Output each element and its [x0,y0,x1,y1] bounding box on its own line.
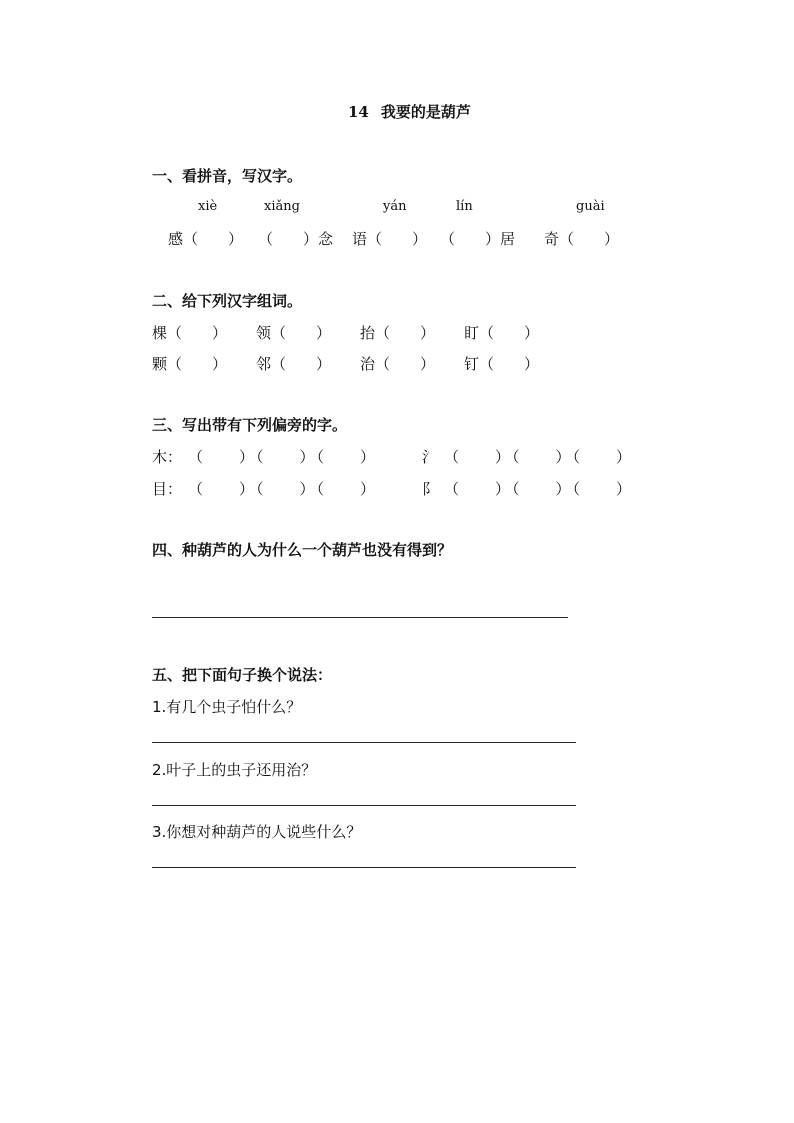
section2-heading: 二、给下列汉字组词。 [152,292,303,310]
page-title [348,101,471,122]
pinyin-5: guài [576,199,605,214]
word-item-r1-3[interactable]: 抬（ ） [360,324,436,342]
blank-item-2[interactable]: （ ）念 [258,230,334,248]
question-1: 1.有几个虫子怕什么？ [152,698,302,716]
lesson-title: 我要的是葫芦 [380,103,471,121]
radical-row2-left-blanks[interactable]: （ ）（ ）（ ） [188,480,378,498]
radical-row1-right-blanks[interactable]: （ ）（ ）（ ） [444,448,634,466]
blank-item-4[interactable]: （ ）居 [440,230,516,248]
blank-item-3[interactable]: 语（ ） [352,230,428,248]
word-item-r1-4[interactable]: 盯（ ） [464,324,540,342]
answer-line-4[interactable] [152,617,568,618]
answer-line-5-2[interactable] [152,805,576,806]
pinyin-3: yán [383,199,407,214]
section3-heading: 三、写出带有下列偏旁的字。 [152,416,348,434]
radical-row1-label: 木： [152,448,183,466]
section5-heading: 五、把下面句子换个说法： [152,666,333,684]
blank-item-5[interactable]: 奇（ ） [544,230,620,248]
radical-row2-label: 目： [152,480,183,498]
word-item-r2-4[interactable]: 钉（ ） [464,355,540,373]
word-item-r1-2[interactable]: 领（ ） [256,324,332,342]
answer-line-5-3[interactable] [152,867,576,868]
lesson-number: 14 [348,103,369,121]
radical-row1-left-blanks[interactable]: （ ）（ ）（ ） [188,448,378,466]
word-item-r2-2[interactable]: 邻（ ） [256,355,332,373]
answer-line-5-1[interactable] [152,742,576,743]
question-3: 3.你想对种葫芦的人说些什么？ [152,823,362,841]
radical-row2-radical: 阝 [422,480,438,498]
pinyin-1: xiè [198,199,218,214]
section4-heading: 四、种葫芦的人为什么一个葫芦也没有得到？ [152,541,453,559]
radical-row1-radical: 氵 [422,448,438,466]
blank-item-1[interactable]: 感（ ） [168,230,244,248]
pinyin-2: xiǎng [264,199,300,214]
section1-heading: 一、看拼音，写汉字。 [152,167,303,185]
question-2: 2.叶子上的虫子还用治？ [152,761,317,779]
word-item-r1-1[interactable]: 棵（ ） [152,324,228,342]
radical-row2-right-blanks[interactable]: （ ）（ ）（ ） [444,480,634,498]
word-item-r2-1[interactable]: 颗（ ） [152,355,228,373]
pinyin-4: lín [456,199,473,214]
word-item-r2-3[interactable]: 治（ ） [360,355,436,373]
